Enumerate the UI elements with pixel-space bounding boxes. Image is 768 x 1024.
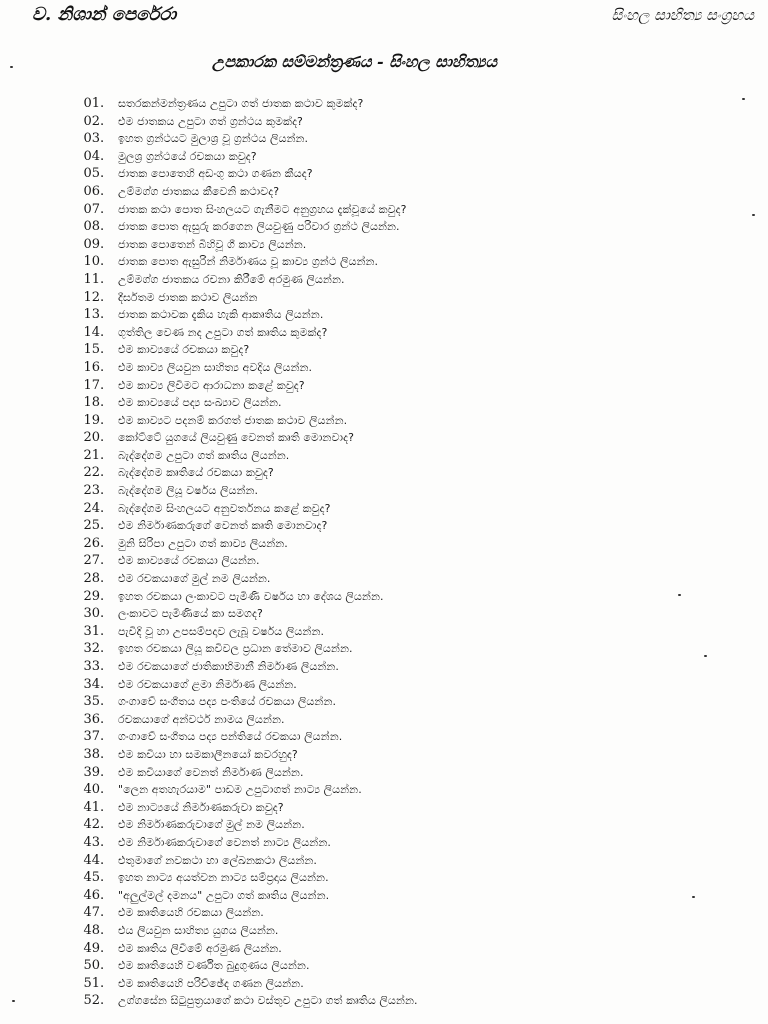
question-number-dot: . [100,324,105,340]
question-number-dot: . [100,166,105,182]
question-text: ගුත්තිල වෙණ නද උපුටා ගත් කෘතිය කුමක්ද? [118,325,328,339]
question-number: 07 [83,201,100,217]
question-number: 08 [83,219,100,235]
question-text: එම කවියා හා සමකාලීනයෝ කවරහුද? [118,747,298,761]
question-item [74,781,764,799]
question-number: 39 [83,764,100,780]
question-item [74,552,764,570]
question-number-dot: . [100,553,105,569]
question-text: බැද්දේගම කෘතියේ රචකයා කවුද? [118,466,274,480]
question-number: 38 [83,746,100,762]
question-number: 23 [83,483,100,499]
question-number: 06 [83,183,100,199]
question-number: 51 [83,975,100,991]
question-text: එම කාව්‍ය ලියවුන සාහිත්‍ය අවදිය ලියන්න. [118,360,313,374]
question-item [74,640,764,658]
question-item [74,816,764,834]
question-text: ජාතක කථාවක දැකිය හැකි ආකෘතිය ලියන්න. [118,308,324,322]
question-number-dot: . [100,201,105,217]
question-text: බැද්දේගම උපුටා ගත් කෘතිය ලියන්න. [118,448,290,462]
question-number-dot: . [100,183,105,199]
question-number: 05 [83,166,100,182]
question-text: එම කාව්‍යයේ රචකයා ලියන්න. [118,554,260,568]
question-number: 31 [83,623,100,639]
question-number-dot: . [100,447,105,463]
question-text: "අලුල්මල් දමනය" උපුටා ගත් කෘතිය ලියන්න. [118,888,330,902]
question-number: 15 [83,342,100,358]
question-number-dot: . [100,694,105,710]
question-item [74,676,764,694]
question-text: එය ලියවුන සාහිත්‍ය යුගය ලියන්න. [118,923,279,937]
question-number-dot: . [100,236,105,252]
question-text: ජාතක පොතෙන් බිහිවූ ගී කාව්‍ය ලියන්න. [118,237,307,251]
question-number-dot: . [100,887,105,903]
question-item [74,904,764,922]
question-item [74,306,764,324]
question-number: 46 [83,887,100,903]
scan-speck [10,66,13,68]
question-item [74,359,764,377]
question-text: බැද්දේගම සිංහලයට අනුවර්තනය කළේ කවුද? [118,501,331,515]
question-number-dot: . [100,729,105,745]
question-text: ගංගාවේ සංගීතය පද්‍ය පන්තියේ රචකයා ලියන්න. [118,730,343,744]
question-item [74,658,764,676]
question-number: 43 [83,834,100,850]
question-number: 33 [83,659,100,674]
question-number-dot: . [100,412,105,428]
subject-title: සිංහල සාහිත්‍ය සංග්‍රහය [611,6,754,24]
question-text: කෝට්ටේ යුගයේ ලියවුණු වෙනත් කෘති මොනවාද? [118,431,355,445]
question-text: උම්මග්ග ජාතකය රචනා කිරීමේ අරමුණ ලියන්න. [118,272,345,286]
question-item [74,517,764,535]
question-number-dot: . [100,148,105,164]
question-item [74,535,764,553]
question-item [74,201,764,219]
question-number-dot: . [100,782,105,798]
question-text: ජාතක පොත ඇසුරින් නිර්මාණය වූ කාව්‍ය ග්‍රන්ථ ලියන්න. [118,255,379,269]
question-item [74,623,764,641]
question-item [74,165,764,183]
question-item [74,447,764,465]
question-item [74,975,764,993]
question-item [74,799,764,817]
question-number-dot: . [100,834,105,850]
question-item [74,429,764,447]
question-number-dot: . [100,219,105,235]
question-number-dot: . [100,975,105,991]
question-number-dot: . [100,905,105,921]
question-number-dot: . [100,500,105,516]
question-number-dot: . [100,395,105,411]
question-text: එම කෘතියෙහි පරිච්ඡේද ගණන ලියන්න. [118,976,304,990]
question-text: එම නිර්මාණකරුවාගේ වෙනත් නාට්‍ය ලියන්න. [118,835,331,849]
question-item [74,869,764,887]
question-number-dot: . [100,676,105,692]
question-item [74,764,764,782]
question-item [74,588,764,606]
question-number-dot: . [100,289,105,305]
question-number: 10 [83,254,100,270]
question-text: එම නාට්‍යයේ නිර්මාණකරුවා කවුද? [118,800,284,814]
question-item [74,464,764,482]
question-item [74,289,764,307]
question-number: 32 [83,641,100,657]
question-number-dot: . [100,254,105,270]
question-number: 44 [83,852,100,868]
question-number-dot: . [100,659,105,674]
question-item [74,253,764,271]
question-number: 41 [83,799,100,815]
question-number-dot: . [100,606,105,622]
question-text: එම කෘතියෙහි රචකයා ලියන්න. [118,906,264,920]
question-number: 27 [83,553,100,569]
question-text: එම රචකයාගේ මුල් නම ලියන්න. [118,572,271,586]
question-number: 20 [83,430,100,446]
question-number: 49 [83,940,100,956]
question-number-dot: . [100,870,105,886]
question-number: 40 [83,782,100,798]
question-item [74,693,764,711]
question-number: 16 [83,359,100,375]
question-number-dot: . [100,571,105,587]
question-number: 42 [83,817,100,833]
question-text: ඉහත රචකයා ලංකාවට පැමිණි වර්ෂය හා දේශය ලියන්න. [118,589,384,603]
question-number: 11 [83,271,100,287]
question-number: 01 [83,96,100,111]
question-item [74,324,764,342]
question-number-dot: . [100,359,105,375]
question-number: 34 [83,676,100,692]
question-item [74,236,764,254]
question-number-dot: . [100,623,105,639]
question-number-dot: . [100,588,105,604]
question-text: එම කාව්‍යයේ රචකයා කවුද? [118,343,250,357]
question-text: ජාතක පොතෙහි අඩංගු කථා ගණන කීයද? [118,167,313,181]
question-number: 28 [83,571,100,587]
question-item [74,377,764,395]
question-item [74,746,764,764]
question-text: ලංකාවට පැමිණියේ කා සමගද? [118,607,263,621]
question-number-dot: . [100,96,105,111]
question-number: 09 [83,236,100,252]
question-number-dot: . [100,746,105,762]
question-number: 02 [83,113,100,129]
page-title: උපකාරක සම්මන්ත්‍රණය - සිංහල සාහිත්‍යය [212,52,498,71]
question-item [74,113,764,131]
question-item [74,95,764,113]
question-text: ඉහත රචකයා ලියූ කවිවල ප්‍රධාන තේමාව ලියන්න. [118,642,353,656]
question-number: 12 [83,289,100,305]
question-text: එම කාව්‍ය ලිවීමට ආරාධනා කළේ කවුද? [118,378,305,392]
question-text: එම ජාතකය උපුටා ගත් ග්‍රන්ථය කුමක්ද? [118,114,303,128]
question-text: ඉහත ග්‍රන්ථයට මුලාශ්‍ර වූ ග්‍රන්ථය ලියන්න. [118,132,309,146]
question-number: 13 [83,307,100,323]
question-item [74,130,764,148]
question-item [74,852,764,870]
question-number: 50 [83,958,100,974]
question-text: එතුමාගේ නවකථා හා ලේඛනකථා ලියන්න. [118,853,318,867]
question-number: 30 [83,606,100,622]
question-number-dot: . [100,465,105,481]
question-text: සතරකන්මන්ත්‍රණය උපුටා ගත් ජාතක කථාව කුමක්ද? [118,97,364,110]
question-number-dot: . [100,641,105,657]
question-text: මුනි සිරිපා උපුටා ගත් කාව්‍ය ලියන්න. [118,536,288,550]
question-text: එම රචකයාගේ ජාතිකාභිමානී නිර්මාණ ලියන්න. [118,660,339,673]
question-number: 52 [83,993,100,1009]
question-number: 36 [83,711,100,727]
question-number-dot: . [100,131,105,147]
question-number: 17 [83,377,100,393]
question-text: එම රචකයාගේ ළමා නිර්මාණ ලියන්න. [118,677,297,691]
question-text: එම නිර්මාණකරුවාගේ මුල් නම ලියන්න. [118,818,305,832]
question-text: බැද්දේගම ලියූ වර්ෂය ලියන්න. [118,484,259,498]
question-text: උම්මග්ග ජාතකය කීවෙනි කථාවද? [118,184,280,198]
question-number-dot: . [100,430,105,446]
question-number: 48 [83,922,100,938]
question-number-dot: . [100,535,105,551]
question-text: ගංගාවේ සංගීතය පද්‍ය පංතියේ රචකයා ලියන්න. [118,695,337,709]
question-item [74,834,764,852]
question-text: "ලෙන අතහැරයාම" පාඩම උපුටාගත් නාට්‍ය ලියන්න. [118,783,362,797]
question-number-dot: . [100,377,105,393]
question-item [74,711,764,729]
question-item [74,922,764,940]
question-number: 37 [83,729,100,745]
question-text: ජාතක කථා පොත සිංහලයට ගැනීමට අනුග්‍රහය දැක්වූයේ කවුද? [118,202,407,216]
question-number-dot: . [100,799,105,815]
question-item [74,148,764,166]
question-number: 22 [83,465,100,481]
question-item [74,394,764,412]
question-text: දීර්ඝතම ජාතක කථාව ලියන්න [118,290,258,304]
question-number: 14 [83,324,100,340]
question-number: 03 [83,131,100,147]
question-item [74,728,764,746]
question-text: එම කාව්‍යට පදනම් කරගත් ජාතක කථාව ලියන්න. [118,413,348,427]
question-number: 04 [83,148,100,164]
question-number-dot: . [100,922,105,938]
question-item [74,500,764,518]
question-number-dot: . [100,113,105,129]
question-number: 45 [83,870,100,886]
author-name: ව. නිශාන් පෙරේරා [32,4,177,25]
question-number-dot: . [100,764,105,780]
question-number-dot: . [100,958,105,974]
question-number-dot: . [100,483,105,499]
question-item [74,218,764,236]
question-text: එම කවියාගේ වෙනත් නිර්මාණ ලියන්න. [118,765,304,779]
question-text: ඉහත නාට්‍ය අයත්වන නාට්‍ය සම්ප්‍රදාය ලියන්න. [118,871,329,885]
scan-speck [12,1000,15,1002]
question-number: 26 [83,535,100,551]
question-number: 25 [83,518,100,534]
question-number: 18 [83,395,100,411]
question-number-dot: . [100,271,105,287]
question-item [74,341,764,359]
question-item [74,992,764,1010]
question-text: මුලශ්‍ර ග්‍රන්ථයේ රචකයා කවුද? [118,149,257,163]
question-number: 24 [83,500,100,516]
question-text: උග්ගසේන සිටුපුත්‍රයාගේ කථා වස්තුව උපුටා ගත් කෘතිය ලියන්න. [118,994,418,1008]
question-text: එම කාව්‍යයේ පද්‍ය සංඛ්‍යාව ලියන්න. [118,396,282,410]
question-text: රචකයාගේ අන්වර්ථ නාමය ලියන්න. [118,712,285,726]
question-item [74,887,764,905]
question-number-dot: . [100,940,105,956]
question-number: 19 [83,412,100,428]
question-item [74,940,764,958]
question-text: එම කෘතියෙහි වර්ණිත බුදුගුණය ලියන්න. [118,959,310,973]
question-item [74,570,764,588]
question-item [74,271,764,289]
question-number-dot: . [100,852,105,868]
question-item [74,957,764,975]
question-text: ජාතක පොත ඇසුරු කරගෙන ලියවුණු පරිවාර ග්‍රන්ථ ලියන්න. [118,220,400,234]
question-item [74,605,764,623]
question-number-dot: . [100,518,105,534]
question-number-dot: . [100,711,105,727]
question-number: 35 [83,694,100,710]
question-number: 29 [83,588,100,604]
question-number-dot: . [100,307,105,323]
question-text: එම කෘතිය ලිවීමේ අරමුණ ලියන්න. [118,941,282,955]
question-item [74,412,764,430]
question-item [74,482,764,500]
question-number: 47 [83,905,100,921]
question-number-dot: . [100,993,105,1009]
question-list [74,95,764,1010]
question-text: පැවිදි වූ හා උපසම්පදාව ලැබූ වර්ෂය ලියන්න. [118,624,325,638]
question-text: එම නිර්මාණකරුගේ වෙනත් කෘති මොනවාද? [118,519,328,533]
question-number-dot: . [100,342,105,358]
question-number-dot: . [100,817,105,833]
question-number: 21 [83,447,100,463]
question-item [74,183,764,201]
